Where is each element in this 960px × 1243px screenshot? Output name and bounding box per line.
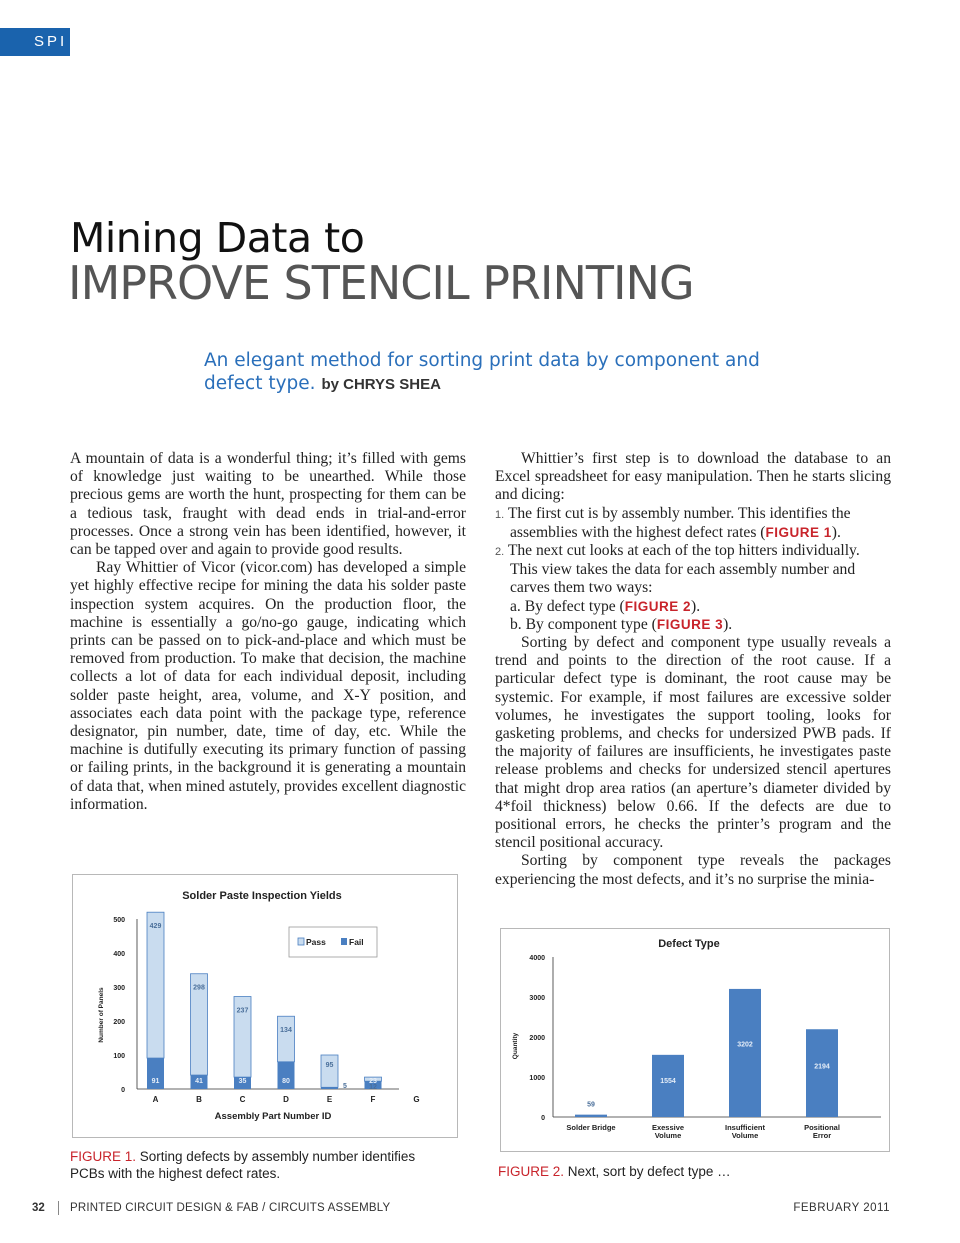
x-tick-label: G xyxy=(413,1095,420,1104)
section-tag: SPI xyxy=(0,28,70,56)
list-item xyxy=(495,542,891,598)
x-tick-label: Solder Bridge xyxy=(566,1123,616,1132)
y-tick-label: 4000 xyxy=(529,955,545,962)
figure-ref: FIGURE 3 xyxy=(656,616,724,632)
data-label-fail: 41 xyxy=(195,1078,203,1085)
byline: by CHRYS SHEA xyxy=(321,376,441,393)
data-label-fail: 5 xyxy=(343,1083,347,1090)
list-letter: a. xyxy=(510,597,521,615)
data-label: 3202 xyxy=(737,1041,753,1049)
x-tick-label: Positional xyxy=(804,1123,840,1132)
bar-pass xyxy=(147,912,164,1058)
bar xyxy=(575,1115,607,1117)
deck-text: An elegant method for sorting print data by component and defect type. xyxy=(204,350,760,394)
list-item xyxy=(495,505,891,542)
list-subitem xyxy=(495,616,891,634)
data-label: 59 xyxy=(587,1101,595,1109)
issue-date: FEBRUARY 2011 xyxy=(793,1202,890,1214)
y-tick-label: 2000 xyxy=(529,1035,545,1042)
data-label-fail: 23 xyxy=(369,1078,377,1085)
x-tick-label: C xyxy=(239,1095,246,1104)
caption-label: FIGURE 2. xyxy=(498,1164,565,1179)
x-tick-label: B xyxy=(196,1095,202,1104)
x-tick-label: Error xyxy=(812,1131,832,1140)
y-tick-label: 100 xyxy=(113,1053,125,1060)
defect-type-chart-svg xyxy=(501,929,889,1151)
x-tick-label: Volume xyxy=(654,1131,682,1140)
x-tick-label: E xyxy=(326,1095,333,1104)
data-label-pass: 134 xyxy=(280,1027,292,1035)
article-column-2 xyxy=(495,450,891,889)
list-text: By component type ( xyxy=(525,615,657,633)
headline-line-2: IMPROVE STENCIL PRINTING xyxy=(68,256,694,310)
caption-text: Next, sort by defect type … xyxy=(567,1164,731,1179)
data-label-pass: 298 xyxy=(193,984,205,992)
deck xyxy=(204,349,764,396)
y-tick-label: 400 xyxy=(113,951,125,958)
list-number: 2. xyxy=(495,546,505,559)
x-tick-label: Volume xyxy=(731,1131,759,1140)
article-column-1 xyxy=(70,450,466,814)
y-tick-label: 1000 xyxy=(529,1075,545,1082)
bar-pass xyxy=(278,1016,295,1062)
x-tick-label: Exessive xyxy=(651,1123,685,1132)
list-subitem xyxy=(495,598,891,616)
y-tick-label: 200 xyxy=(113,1019,125,1026)
legend-label-pass: Pass xyxy=(306,937,326,947)
legend-label-fail: Fail xyxy=(349,937,364,947)
list-text-end: ). xyxy=(831,523,841,541)
y-tick-label: 300 xyxy=(113,985,125,992)
figure-1-chart xyxy=(72,874,458,1138)
chart-title: Defect Type xyxy=(658,938,720,950)
bar-pass xyxy=(321,1055,338,1087)
list-letter: b. xyxy=(510,615,522,633)
data-label-fail: 80 xyxy=(282,1078,290,1085)
caption-label: FIGURE 1. xyxy=(70,1149,137,1164)
bar xyxy=(806,1029,838,1117)
paragraph: Whittier’s first step is to download the database to an Excel spreadsheet for easy manipulation. Then he starts slicing and dicing: xyxy=(495,450,891,504)
y-tick-label: 0 xyxy=(121,1087,125,1094)
chart-legend xyxy=(289,927,377,957)
page-number: 32 xyxy=(32,1202,45,1214)
list-text: The first cut is by assembly number. This identifies the assemblies with the highest defect rates ( xyxy=(507,504,851,541)
list-number: 1. xyxy=(495,508,505,521)
data-label-fail: 35 xyxy=(238,1078,247,1085)
data-label-fail: 91 xyxy=(151,1078,160,1085)
data-label: 1554 xyxy=(660,1077,676,1085)
chart-title: Solder Paste Inspection Yields xyxy=(182,890,342,902)
y-tick-label: 0 xyxy=(541,1115,545,1122)
y-tick-label: 500 xyxy=(113,917,125,924)
figure-2-chart xyxy=(500,928,890,1152)
y-tick-label: 3000 xyxy=(529,995,545,1002)
bar xyxy=(729,989,761,1117)
paragraph: Sorting by component type reveals the packages experiencing the most defects, and it’s no surprise the minia- xyxy=(495,852,891,888)
x-tick-label: D xyxy=(283,1095,289,1104)
data-label: 2194 xyxy=(814,1063,830,1071)
figure-ref: FIGURE 1 xyxy=(765,524,832,540)
figure-2-caption xyxy=(498,1163,878,1180)
list-text: By defect type ( xyxy=(524,597,625,615)
figure-1-caption xyxy=(70,1148,450,1182)
data-label-pass: 429 xyxy=(149,923,162,931)
data-label-pass: 12 xyxy=(369,1084,377,1092)
data-label-pass: 237 xyxy=(236,1007,249,1015)
paragraph: Sorting by defect and component type usually reveals a trend and points to the direction of the root cause. If a particular defect type is dominant, the root cause may be systemic. For example, if most failures are excessive solder volumes, he investigates the support tooling, looks for gasketing problems, and checks for undersized PWB pads. If the majority of failures are insufficients, he investigates paste release problems and checks for undersized stencil apertures that might drop area ratios (an aperture’s diameter divided by 4*foil thickness) below 0.66. If the defects are due to positional errors, he checks the printer’s program and the stencil positional accuracy. xyxy=(495,634,891,852)
footer-divider xyxy=(58,1201,59,1215)
list-text: The next cut looks at each of the top hitters individually. This view takes the data for each assembly number and carves them two ways: xyxy=(507,542,860,597)
y-axis-label: Number of Panels xyxy=(98,987,105,1043)
paragraph: A mountain of data is a wonderful thing; it’s filled with gems of knowledge just waiting to be unearthed. While those precious gems are worth the hunt, prospecting for them can be a tedious task, fraught with dead ends in trial-and-error processes. Once a strong vein has been identified, however, it can be tapped over and again to provide good results. xyxy=(70,450,466,559)
list-text-end: ). xyxy=(723,615,733,633)
caption-text: Sorting defects by assembly number identifies PCBs with the highest defect rates. xyxy=(70,1149,416,1181)
publication-name: PRINTED CIRCUIT DESIGN & FAB / CIRCUITS ASSEMBLY xyxy=(70,1202,391,1214)
list-text-end: ). xyxy=(691,597,701,615)
x-tick-label: A xyxy=(152,1095,159,1104)
headline-line-1: Mining Data to xyxy=(70,214,365,262)
legend-swatch-pass xyxy=(298,938,304,945)
x-tick-label: Insufficient xyxy=(724,1123,766,1132)
data-label-pass: 95 xyxy=(325,1062,334,1069)
bar xyxy=(652,1055,684,1117)
x-axis-label: Assembly Part Number ID xyxy=(214,1111,332,1122)
figure-ref: FIGURE 2 xyxy=(624,598,692,614)
y-axis-label: Quantity xyxy=(512,1032,519,1060)
paragraph: Ray Whittier of Vicor (vicor.com) has developed a simple yet highly effective recipe for mining the data his solder paste inspection system acquires. On the production floor, the machine is essentially a go/no-go gauge, indicating which prints can be passed on to pick-and-place and which must be removed from production. To make that decision, the machine collects a lot of data for each individual deposit, including solder paste height, area, volume, and X-Y position, and associates each data point with the package type, reference designator, pin number, date, time of day, etc. While the machine is dutifully executing its primary function of passing or failing prints, in the background it is generating a mountain of data that, when mined astutely, provides excellent diagnostic information. xyxy=(70,559,466,813)
yields-chart-svg xyxy=(73,875,457,1137)
x-tick-label: F xyxy=(370,1095,376,1104)
legend-swatch-fail xyxy=(341,938,347,945)
